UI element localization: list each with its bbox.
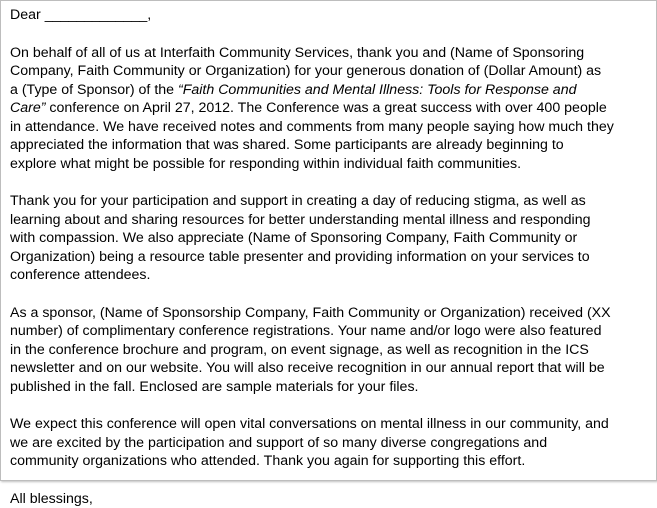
paragraph-thank-you-intro: On behalf of all of us at Interfaith Community Services, thank you and (Name of Sponsoring Company, Faith Community or Organization) for your generous donation of (Dollar Amount) as a (Type of Sponsor) of the — [10, 45, 601, 98]
paragraph-thank-you — [10, 44, 650, 174]
conference-title: “Faith Communities and Mental Illness: Tools for Response and Care” — [10, 82, 576, 117]
paragraph-participation: Thank you for your participation and support in creating a day of reducing stigma, as well as learning about and sharing resources for better understanding mental illness and responding with compassion. We also appreciate (Name of Sponsoring Company, Faith Community or Organization) being a resource table presenter and providing information on your services to conference attendees. — [10, 192, 650, 285]
paragraph-expectations: We expect this conference will open vital conversations on mental illness in our community, and we are excited by the participation and support of so many diverse congregations and community organizations who attended. Thank you again for supporting this effort. — [10, 415, 650, 471]
letter-body — [10, 6, 650, 508]
paragraph-sponsor-benefits: As a sponsor, (Name of Sponsorship Company, Faith Community or Organization) received (XX number) of complimentary conference registrations. Your name and/or logo were also featured in the conference brochure and program, on event signage, as well as recognition in the ICS newsletter and on our website. You will also receive recognition in our annual report that will be published in the fall. Enclosed are sample materials for your files. — [10, 304, 650, 397]
paragraph-thank-you-rest: conference on April 27, 2012. The Conference was a great success with over 400 people in attendance. We have received notes and comments from many people saying how much they appreciated the information that was shared. Some participants are already beginning to explore what might be possible for responding within individual faith communities. — [10, 100, 614, 172]
salutation: Dear _____________, — [10, 6, 650, 25]
closing: All blessings, — [10, 490, 650, 508]
